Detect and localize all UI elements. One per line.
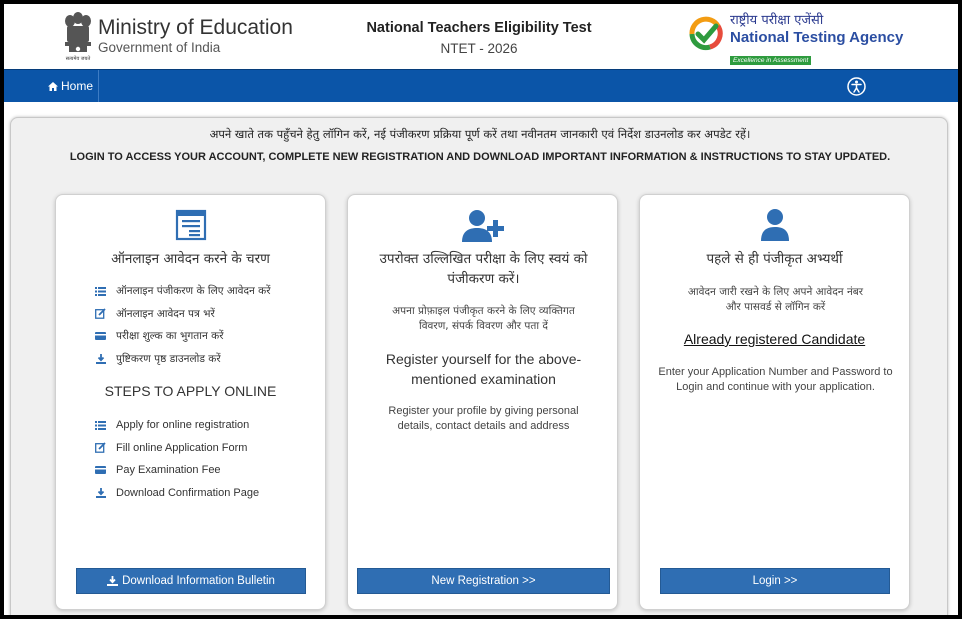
list-item bbox=[94, 280, 271, 303]
new-registration-label: New Registration >> bbox=[431, 575, 536, 587]
download-icon bbox=[94, 487, 107, 498]
user-plus-icon bbox=[462, 209, 506, 243]
login-card bbox=[639, 194, 910, 610]
nta-logo-icon bbox=[688, 16, 724, 52]
nta-hindi-name: राष्ट्रीय परीक्षा एजेंसी bbox=[730, 13, 824, 28]
download-bulletin-label: Download Information Bulletin bbox=[122, 575, 275, 587]
step-label: Pay Examination Fee bbox=[116, 464, 221, 477]
step-label: Apply for online registration bbox=[116, 419, 250, 432]
nav-home-label: Home bbox=[61, 79, 94, 93]
login-heading-english: Already registered Candidate bbox=[683, 331, 866, 347]
register-text-english: Register your profile by giving personal details, contact details and address bbox=[388, 405, 579, 432]
ministry-subtitle: Government of India bbox=[98, 40, 221, 55]
list-icon bbox=[94, 286, 107, 297]
steps-list-english bbox=[94, 414, 259, 504]
ministry-title: Ministry of Education bbox=[98, 16, 293, 39]
list-item bbox=[94, 348, 271, 371]
nta-block bbox=[730, 13, 903, 66]
step-label: पुष्टिकरण पृष्ठ डाउनलोड करें bbox=[116, 352, 221, 365]
list-item bbox=[94, 459, 259, 482]
steps-card bbox=[55, 194, 326, 610]
site-header bbox=[4, 4, 958, 69]
list-item bbox=[94, 325, 271, 348]
login-text-english: Enter your Application Number and Password to Login and continue with your application. bbox=[658, 366, 893, 393]
login-heading-hindi: पहले से ही पंजीकृत अभ्यर्थी bbox=[706, 251, 843, 267]
nav-home-link[interactable] bbox=[4, 70, 99, 102]
login-button-label: Login >> bbox=[752, 575, 798, 587]
national-emblem-icon bbox=[60, 10, 96, 62]
steps-list-hindi bbox=[94, 280, 271, 370]
header-spacer bbox=[4, 102, 958, 118]
user-icon bbox=[761, 209, 789, 241]
new-registration-button[interactable] bbox=[357, 568, 610, 594]
exam-title: National Teachers Eligibility Test bbox=[366, 20, 592, 36]
card-icon bbox=[94, 465, 107, 476]
home-icon bbox=[48, 82, 58, 91]
download-icon bbox=[107, 576, 118, 586]
emblem-caption: सत्यमेव जयते bbox=[65, 56, 91, 62]
steps-heading-hindi: ऑनलाइन आवेदन करने के चरण bbox=[111, 251, 270, 267]
nta-tagline: Excellence in Assessment bbox=[730, 56, 811, 65]
ministry-block bbox=[98, 16, 293, 56]
form-list-icon bbox=[175, 209, 207, 241]
card-icon bbox=[94, 331, 107, 342]
register-heading-english: Register yourself for the above-mentioned examination bbox=[385, 351, 582, 387]
list-item bbox=[94, 303, 271, 326]
step-label: ऑनलाइन पंजीकरण के लिए आवेदन करें bbox=[116, 285, 271, 298]
exam-block bbox=[334, 19, 624, 59]
download-bulletin-button[interactable] bbox=[76, 568, 306, 594]
login-button[interactable] bbox=[660, 568, 890, 594]
list-item bbox=[94, 414, 259, 437]
register-text-hindi: अपना प्रोफ़ाइल पंजीकृत करने के लिए व्यक्तिगत विवरण, संपर्क विवरण और पता दें bbox=[392, 305, 575, 332]
main-panel bbox=[10, 117, 948, 615]
edit-icon bbox=[94, 442, 107, 453]
page-frame bbox=[4, 4, 958, 615]
download-icon bbox=[94, 353, 107, 364]
step-label: ऑनलाइन आवेदन पत्र भरें bbox=[116, 307, 215, 320]
step-label: परीक्षा शुल्क का भुगतान करें bbox=[116, 330, 224, 343]
steps-heading-english: STEPS TO APPLY ONLINE bbox=[104, 383, 277, 399]
step-label: Fill online Application Form bbox=[116, 441, 248, 454]
edit-icon bbox=[94, 308, 107, 319]
register-heading-hindi: उपरोक्त उल्लिखित परीक्षा के लिए स्वयं को पंजीकरण करें। bbox=[379, 251, 588, 287]
step-label: Download Confirmation Page bbox=[116, 486, 260, 499]
exam-code: NTET - 2026 bbox=[440, 41, 518, 56]
list-item bbox=[94, 482, 259, 505]
accessibility-icon[interactable] bbox=[847, 77, 866, 96]
registration-card bbox=[347, 194, 618, 610]
list-icon bbox=[94, 420, 107, 431]
list-item bbox=[94, 437, 259, 460]
main-nav bbox=[4, 69, 958, 102]
nta-name: National Testing Agency bbox=[730, 29, 904, 46]
login-text-hindi: आवेदन जारी रखने के लिए अपने आवेदन नंबर और पासवर्ड से लॉगिन करें bbox=[687, 286, 864, 313]
intro-english: LOGIN TO ACCESS YOUR ACCOUNT, COMPLETE NEW REGISTRATION AND DOWNLOAD IMPORTANT INFORMATION & INSTRUCTIONS TO STAY UPDATED. bbox=[69, 151, 891, 163]
intro-hindi: अपने खाते तक पहुँचने हेतु लॉगिन करें, नई पंजीकरण प्रक्रिया पूर्ण करें तथा नवीनतम जानकारी एवं निर्देश डाउनलोड कर अपडेट रहें। bbox=[209, 127, 751, 141]
